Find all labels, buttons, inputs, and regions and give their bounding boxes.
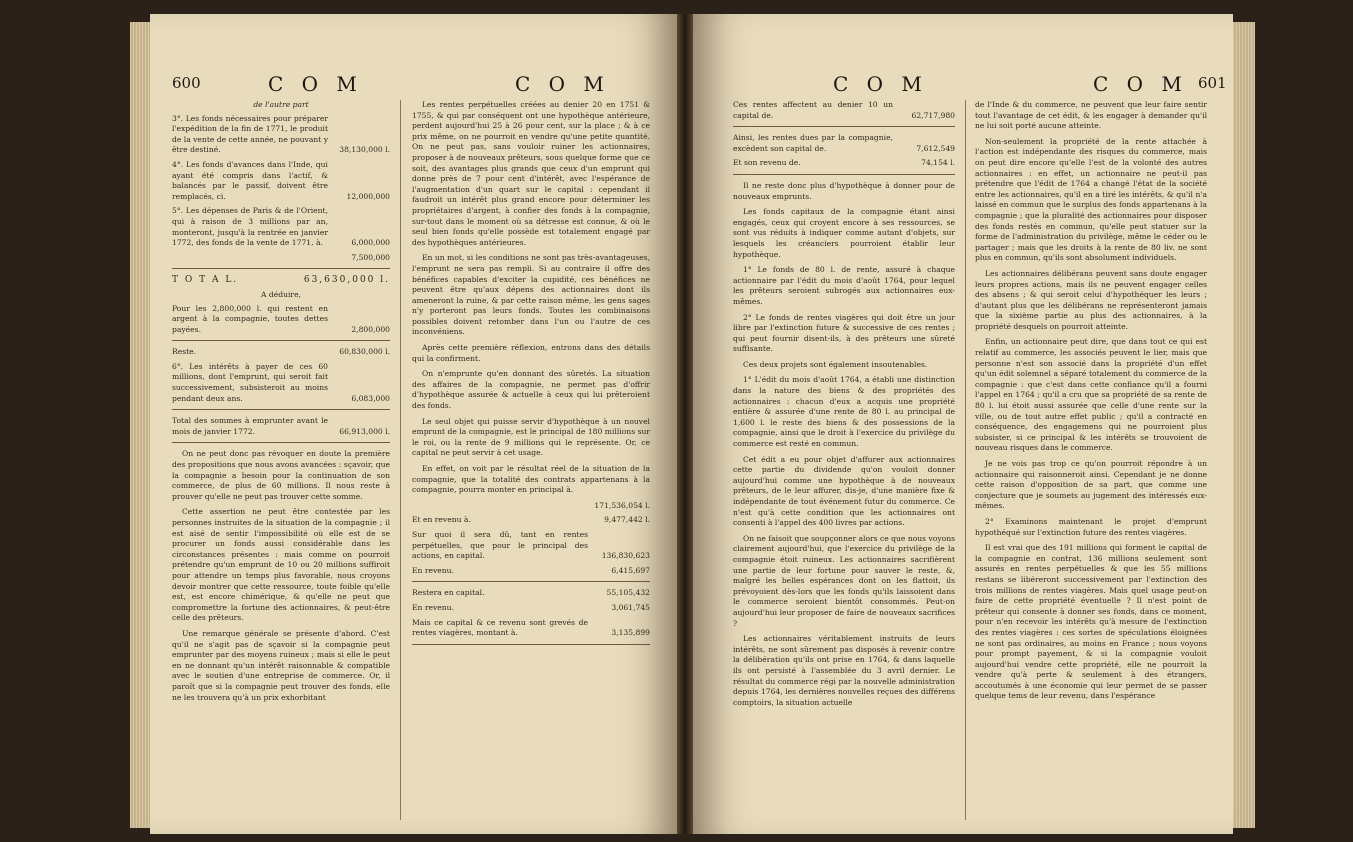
paragraph: Je ne vois pas trop ce qu'on pourroit répondre à un actionnaire qui raisonneroit ainsi. Cependant je ne donne cette raison d'opposition de sa part, que comme une conjecture que je soumets au jugement des intéressés eux-mêmes.	[975, 459, 1207, 511]
carryover-heading: de l'autre part	[253, 100, 309, 109]
paragraph: 1° L'édit du mois d'août 1764, a établi une distinction dans la nature des biens & des propriétés des actionnaires : chacun d'eux a acquis une propriété entière & assurée d'une rente de 80 l. au principal de 1,600 l. le reste des biens & des possessions de la compagnie, ainsi que le droit à l'exercice du privilège du commerce est resté en commun.	[733, 375, 955, 449]
ledger-row: En revenu. 3,061,745	[412, 602, 650, 612]
ledger-row: 171,536,054 l.	[594, 500, 650, 510]
left-running-head-outer: C O M	[268, 72, 363, 96]
left-col-2	[412, 100, 650, 651]
paragraph: Non-seulement la propriété de la rente attachée à l'action est indépendante des risques du commerce, mais on peut dire encore qu'elle l'est de la volonté des autres actionnaires : en effet, un actionnaire ne peut-il pas prétendre que l'édit de 1764 a changé l'état de la société entre les actionnaires, qu'il en a tiré les intérêts, & qu'il n'a laissé en commun que le surplus des fonds appartenans à la compagnie ; que la pluralité des actionnaires pour disposer des fonds restés en commun, qu'elle peut statuer sur la forme de l'administration du privilège, même le céder ou le partager ; mais que les droits à la rente de 80 liv. ne sont plus en commun, qu'ils sont absolument individuels.	[975, 136, 1207, 263]
ledger-row: Ainsi, les rentes dues par la compagnie, excèdent son capital de. 7,612,549	[733, 133, 955, 153]
paragraph: Les actionnaires véritablement instruits de leurs intérêts, ne sont sûrement pas disposés à revenir contre la délibération qu'ils ont prise en 1764, & dans laquelle ils ont persisté à l'assemblée du 3 avril dernier. Le résultat du commerce régi par la nouvelle administration depuis 1764, les dernières nouvelles reçues des différens comptoirs, la situation actuelle	[733, 634, 955, 707]
page-edges-right	[1233, 22, 1255, 828]
paragraph: Il est vrai que des 191 millions qui forment le capital de la compagnie en contrat, 136 millions seulement sont assurés en rentes perpétuelles & que les 55 millions restans se libéreront successivement par l'extinction des trois millions de rentes viagères. Mais quel usage peut-on faire de cette propriété éventuelle ? Il n'est point de prêteur qui consente à donner ses fonds, dans ce moment, pour n'en recevoir les intérêts qu'à mesure de l'extinction des rentes viagères : ces sortes de spéculations éloignées ne sont pas ordinaires, au moins en France ; nous voyons pour prompt payement, & si la compagnie vouloit aujourd'hui vendre cette propriété, elle ne pourroit la vendre qu'à perte & seulement à des étrangers, accoutumés à une économie qui leur permet de se passer quelque tems de leur revenu, dans l'espérance	[975, 543, 1207, 701]
paragraph: On ne faisoit que soupçonner alors ce que nous voyons clairement aujourd'hui, que l'exercice du privilège de la compagnie étoit ruineux. Les actionnaires sacrifièrent une partie de leur fortune pour sauver le reste, &, malgré les belles espérances dont on les flattoit, ils prévoyoient dès-lors que les fonds qu'ils laissoient dans le commerce seroient bientôt consommés. Peut-on aujourd'hui leur proposer de faire de nouveaux sacrifices ?	[733, 533, 955, 628]
page-edges-left	[130, 22, 150, 828]
paragraph: On ne peut donc pas révoquer en doute la première des propositions que nous avons avancées : sçavoir, que la compagnie a besoin pour la continuation de son commerce, de plus de 60 millions. Il nous reste à prouver qu'elle ne peut pas trouver cette somme.	[172, 449, 390, 501]
sum-rule	[172, 268, 390, 269]
paragraph: En un mot, si les conditions ne sont pas très-avantageuses, l'emprunt ne sera pas rempli. Si au contraire il offre des bénéfices capables d'exciter la cupidité, ces bénéfices ne peuvent être qu'aux dépens des actionnaires dont ils ameneront la ruine, & par cette raison même, les gens sages n'y porteront pas leurs fonds. Toutes les combinaisons possibles doivent retomber dans l'un ou l'autre de ces inconvéniens.	[412, 253, 650, 337]
ledger-row: Sur quoi il sera dû, tant en rentes perpétuelles, que pour le principal des actions, en capital. 136,830,623	[412, 529, 650, 561]
column-divider	[400, 100, 401, 820]
grand-total-row: Total des sommes à emprunter avant le mois de janvier 1772. 66,913,000 l.	[172, 416, 390, 436]
paragraph: On n'emprunte qu'en donnant des sûretés. La situation des affaires de la compagnie, ne permet pas d'offrir d'hypothèque assurée & actuelle à ceux qui lui prêteroient des fonds.	[412, 369, 650, 411]
total-row: T O T A L. 63,630,000 l.	[172, 275, 390, 286]
paragraph: Les rentes perpétuelles créées au denier 20 en 1751 & 1755, & qui par conséquent ont une hypothèque antérieure, perdent aujourd'hui 25 à 26 pour cent, sur la place ; & à ce prix même, on ne pourroit en vendre qu'une petite quantité. On ne peut pas, sans vouloir ruiner les actionnaires, proposer à de nouveaux prêteurs, sous quelque forme que ce soit, des avantages plus grands que ceux d'un emprunt qui donne près de 7 pour cent d'intérêt, avec l'espérance de l'augmentation d'un quart sur le capital : cependant il faudroit un intérêt plus grand encore pour déterminer les propriétaires d'argent, à confier des fonds à la compagnie, sur-tout dans le moment où sa détresse est connue, & où le seul bien fonds qu'elle possède est totalement engagé par des hypothèques antérieures.	[412, 100, 650, 247]
paragraph: Il ne reste donc plus d'hypothèque à donner pour de nouveaux emprunts.	[733, 180, 955, 201]
ledger-row: Et son revenu de. 74,154 l.	[733, 158, 955, 168]
paragraph: 2° Le fonds de rentes viagères qui doit être un jour libre par l'extinction future & successive de ces rentes ; qui peut fournir disent-ils, à des prêteurs une sûreté suffisante.	[733, 312, 955, 354]
paragraph: Ces deux projets sont également insoutenables.	[743, 359, 928, 369]
left-page	[150, 14, 677, 834]
ledger-row: En revenu. 6,415,697	[412, 565, 650, 575]
paragraph: Le seul objet qui puisse servir d'hypothèque à un nouvel emprunt de la compagnie, est le principal de 180 millions sur le roi, ou la rente de 9 millions qui le représente. Or, ce capital ne peut servir à cet usage.	[412, 416, 650, 458]
paragraph: de l'Inde & du commerce, ne peuvent que leur faire sentir tout l'avantage de cet édit, & les engager à demander qu'il ne lui soit porté aucune atteinte.	[975, 100, 1207, 131]
paragraph: Cette assertion ne peut être contestée par les personnes instruites de la situation de la compagnie ; il est aisé de sentir l'impossibilité où elle est de se procurer un fonds aussi considérable dans les circonstances présentes : mais comme on pourroit prétendre qu'un emprunt de 10 ou 20 millions suffiroit pour attendre un temps plus favorable, nous croyons devoir montrer que cette ressource, toute foible qu'elle est, est encore chimérique, & qu'elle ne peut que compromettre la fortune des actionnaires, & peut-être celle des prêteurs.	[172, 507, 390, 623]
paragraph: Les fonds capitaux de la compagnie étant ainsi engagés, ceux qui croyent encore à ses ressources, se sont vus réduits à indiquer comme autant d'objets, sur lesquels les créanciers pourroient établir leur hypothèque.	[733, 207, 955, 259]
ledger-row: 3°. Les fonds nécessaires pour préparer l'expédition de la fin de 1771, le produit de la vente de cette année, ne pouvant y être destiné. 38,130,000 l.	[172, 113, 390, 155]
deduct-row: Pour les 2,800,000 l. qui restent en argent à la compagnie, toutes dettes payées. 2,800,000	[172, 303, 390, 334]
column-divider	[965, 100, 966, 820]
ledger-row: Ces rentes affectent au denier 10 un capital de. 62,717,980	[733, 100, 955, 120]
left-page-number: 600	[172, 74, 201, 92]
paragraph: Une remarque générale se présente d'abord. C'est qu'il ne s'agit pas de sçavoir si la compagnie peut emprunter par des moyens ruineux ; mais si elle le peut en ne donnant qu'un intérêt raisonnable & compatible avec le soutien d'une entreprise de commerce. Or, il paroît que si la compagnie peut trouver des fonds, elle ne les trouvera qu'à un prix exhorbitant	[172, 628, 390, 702]
ledger-row: 5°. Les dépenses de Paris & de l'Orient, qui à raison de 3 millions par an, monteront, jusqu'à la rentrée en janvier 1772, des fonds de la vente de 1771, à. 6,000,000	[172, 206, 390, 248]
right-col-1	[733, 100, 955, 713]
paragraph: Les actionnaires délibérans peuvent sans doute engager leurs propres actions, mais ils ne peuvent engager celles des absens ; & qui seroit celui d'hypothéquer les leurs ; d'autant plus que les délibérans ne représenteront jamais que la sixième partie au plus des actionnaires, à la propriété desquels on pourroit atteinte.	[975, 268, 1207, 331]
ledger-row: Et en revenu à. 9,477,442 l.	[412, 515, 650, 525]
right-col-2	[975, 100, 1207, 707]
book-gutter	[677, 14, 693, 834]
paragraph: En effet, on voit par le résultat réel de la situation de la compagnie, que la totalité des contrats appartenans à la compagnie, pourra monter en principal à.	[412, 464, 650, 495]
right-running-head-outer: C O M	[1093, 72, 1188, 96]
ledger-row: Restera en capital. 55,105,432	[412, 588, 650, 598]
ledger-row: 4°. Les fonds d'avances dans l'Inde, qui ayant été compris dans l'actif, & balancés par le passif, doivent être remplacés, ci. 12,000,000	[172, 159, 390, 201]
right-page	[693, 14, 1233, 834]
ledger-row: Mais ce capital & ce revenu sont grevés de rentes viagères, montant à. 3,135,899	[412, 617, 650, 638]
right-page-number: 601	[1198, 74, 1227, 92]
right-running-head-inner: C O M	[833, 72, 928, 96]
paragraph: Après cette première réflexion, entrons dans des détails qui la confirment.	[412, 343, 650, 363]
paragraph: Cet édit a eu pour objet d'affurer aux actionnaires cette partie du dividende qu'on vouloit donner aujourd'hui comme une hypothèque à de nouveaux prêteurs, de le leur affurer, dis-je, d'une manière fixe & indépendante de tout événement futur du commerce. Ce n'est qu'à cette condition que les actionnaires ont consenti à l'appel des 400 livres par actions.	[733, 454, 955, 528]
paragraph: 1° Le fonds de 80 l. de rente, assuré à chaque actionnaire par l'édit du mois d'août 1764, pour lequel les prêteurs seroient subrogés aux actionnaires eux-mêmes.	[733, 265, 955, 306]
ledger-row: 7,500,000	[351, 252, 390, 262]
left-running-head-inner: C O M	[515, 72, 610, 96]
paragraph: Enfin, un actionnaire peut dire, que dans tout ce qui est relatif au commerce, les associés peuvent le lier, mais que personne n'est son associé dans la propriété d'un effet qu'un édit solemnel a séparé totalement du commerce de la compagnie : que c'est dans cette confiance qu'il a fourni l'appel en 1764 ; qu'il a cru que sa propriété de sa rente de 80 l. lui étoit aussi assurée que celle d'une rente sur la ville, ou de tout autre effet public ; qu'il a contracté en conséquence, des engagemens qui ne pourroient plus subsister, si ce principal & les intérêts se trouvoient de nouveau risques dans le commerce.	[975, 337, 1207, 453]
rest-row: Reste. 60,830,000 l.	[172, 347, 390, 357]
deduct-heading: A déduire,	[261, 289, 301, 299]
interest-row: 6°. Les intérêts à payer de ces 60 millions, dont l'emprunt, qui seroit fait successivement, subsisteroit au moins pendant deux ans. 6,083,000	[172, 361, 390, 403]
paragraph: 2° Examinons maintenant le projet d'emprunt hypothéqué sur l'extinction future des rentes viagères.	[975, 516, 1207, 537]
left-col-1	[172, 100, 390, 708]
